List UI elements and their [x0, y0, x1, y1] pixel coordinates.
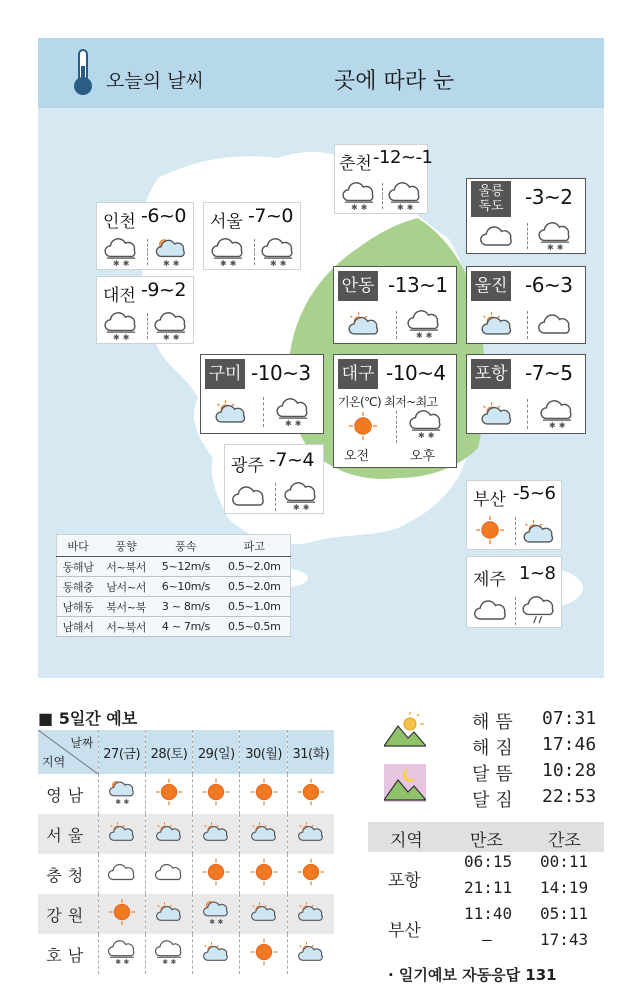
forecast-corner: [38, 730, 98, 774]
card-seoul: [203, 202, 301, 270]
forecast-cell: [98, 894, 145, 934]
moonset-time: 22:53: [542, 786, 597, 807]
forecast-cell: [287, 814, 334, 854]
sea-cell: 서~북서: [99, 557, 153, 577]
sunset-time: 17:46: [542, 734, 597, 755]
sunset-label: 해짐: [472, 738, 519, 759]
corner-bottom-label: 지역: [42, 755, 66, 769]
forecast-title: ■ 5일간 예보: [38, 709, 138, 728]
corner-top-label: 날짜: [70, 736, 94, 750]
card-daejeon: [96, 276, 194, 344]
moonset-label: 달짐: [472, 790, 519, 811]
card-pohang: [466, 354, 586, 434]
card-chuncheon: [334, 144, 433, 214]
sea-cell: 동해중: [57, 577, 100, 597]
sun-cloud-icon: [107, 821, 137, 843]
forecast-region: 영남: [46, 785, 90, 805]
forecast-row: [38, 774, 334, 814]
sun-cloud-icon: [479, 311, 515, 337]
moonrise-label: 달뜸: [472, 764, 519, 785]
sun-icon: [297, 778, 325, 806]
tide-value: 05:11: [540, 904, 589, 923]
forecast-cell: [98, 814, 145, 854]
sun-cloud-icon: [154, 821, 184, 843]
pm-label: 오후: [410, 449, 436, 464]
card-andong: [333, 266, 457, 344]
forecast-day: 30(월): [240, 730, 287, 774]
sun-icon: [155, 778, 183, 806]
cloud-snow-icon: [408, 409, 444, 439]
forecast-table: [38, 730, 334, 974]
sea-cell: 0.5~2.0m: [219, 577, 291, 597]
sea-row: [57, 557, 291, 577]
card-temp: -7~0: [248, 205, 293, 227]
forecast-row: [38, 854, 334, 894]
card-temp: -7~5: [525, 361, 573, 385]
forecast-cell: [193, 774, 240, 814]
forecast-cell: [193, 894, 240, 934]
card-temp: -7~4: [269, 449, 314, 471]
card-temp: -9~2: [141, 279, 186, 301]
tide-header: [368, 822, 604, 852]
card-city: 안동: [338, 271, 378, 301]
tide-value: 14:19: [540, 878, 589, 897]
header-summary: 곳에 따라 눈: [334, 69, 455, 94]
card-jeju: [466, 556, 562, 628]
sea-table: [56, 534, 291, 637]
forecast-day: 27(금): [98, 730, 145, 774]
card-city: 울릉 독도: [471, 181, 511, 217]
card-city: 포항: [471, 359, 511, 389]
legend-label: 기온(℃) 최저~최고: [338, 395, 438, 409]
tide-value: 00:11: [540, 852, 589, 871]
forecast-header-row: [38, 730, 334, 774]
sea-cell: 3 ~ 8m/s: [153, 597, 218, 617]
forecast-region: 호남: [46, 945, 90, 965]
card-gwangju: [224, 444, 324, 514]
sea-cell: 북서~북: [99, 597, 153, 617]
card-city: 부산: [473, 490, 506, 510]
sun-icon: [202, 778, 230, 806]
sun-icon: [250, 778, 278, 806]
sea-cell: 남해동: [57, 597, 100, 617]
card-city: 제주: [473, 570, 506, 590]
cloud-snow-icon: [341, 181, 377, 211]
forecast-day: 29(일): [193, 730, 240, 774]
forecast-row: [38, 934, 334, 974]
card-daegu: [333, 354, 457, 468]
sun-cloud-snow-icon: [153, 237, 189, 267]
card-city: 대전: [103, 286, 136, 306]
card-city: 구미: [205, 359, 245, 389]
cloud-rain-icon: [521, 595, 557, 625]
cloud-snow-icon: [154, 937, 184, 967]
sun-cloud-icon: [249, 901, 279, 923]
card-temp: -10~3: [251, 361, 311, 385]
forecast-cell: [287, 894, 334, 934]
card-ulleung: [466, 178, 586, 254]
sea-cell: 남해서: [57, 617, 100, 637]
card-busan: [466, 480, 562, 550]
sun-cloud-icon: [296, 941, 326, 963]
sun-icon: [250, 858, 278, 886]
tide-value: 21:11: [464, 878, 513, 897]
sea-cell: 0.5~0.5m: [219, 617, 291, 637]
forecast-cell: [98, 774, 145, 814]
sun-icon: [108, 898, 136, 926]
forecast-cell: [145, 934, 192, 974]
forecast-cell: [98, 854, 145, 894]
tide-region-pohang: 포항: [388, 871, 421, 891]
card-city: 춘천: [339, 154, 372, 174]
card-temp: -3~2: [525, 185, 573, 209]
forecast-cell: [240, 774, 287, 814]
forecast-cell: [240, 854, 287, 894]
forecast-cell: [240, 814, 287, 854]
cloud-icon: [107, 861, 137, 883]
sea-row: [57, 597, 291, 617]
forecast-cell: [145, 854, 192, 894]
sun-cloud-snow-icon: [107, 777, 137, 807]
moon-mountain-icon: [384, 764, 426, 802]
sea-header: 바다: [57, 535, 100, 557]
forecast-cell: [287, 934, 334, 974]
cloud-icon: [473, 597, 509, 623]
sun-icon: [475, 515, 505, 545]
sun-cloud-icon: [154, 901, 184, 923]
sun-cloud-icon: [201, 941, 231, 963]
forecast-cell: [145, 774, 192, 814]
forecast-cell: [287, 774, 334, 814]
tide-value: 11:40: [464, 904, 513, 923]
forecast-day: 28(토): [145, 730, 192, 774]
sea-header: 풍속: [153, 535, 218, 557]
cloud-snow-icon: [260, 237, 296, 267]
forecast-cell: [193, 814, 240, 854]
forecast-row: [38, 814, 334, 854]
forecast-cell: [193, 934, 240, 974]
cloud-snow-icon: [387, 181, 423, 211]
sunrise-icon: [384, 712, 426, 748]
cloud-icon: [231, 483, 267, 509]
map-panel: [38, 38, 604, 678]
forecast-region: 강원: [38, 894, 98, 934]
sea-cell: 남서~서: [99, 577, 153, 597]
forecast-region: 충청: [46, 865, 90, 885]
sea-cell: 6~10m/s: [153, 577, 218, 597]
sunrise-time: 07:31: [542, 708, 597, 729]
card-temp: 1~8: [519, 563, 556, 584]
card-city: 서울: [210, 212, 243, 232]
card-uljin: [466, 266, 586, 344]
tide-region-busan: 부산: [388, 921, 421, 941]
tide-value: –: [482, 930, 492, 949]
sun-cloud-snow-icon: [201, 897, 231, 927]
sun-cloud-icon: [296, 821, 326, 843]
cloud-icon: [537, 311, 573, 337]
cloud-snow-icon: [103, 237, 139, 267]
sea-cell: 0.5~2.0m: [219, 557, 291, 577]
tide-col-region: 지역: [390, 831, 423, 851]
forecast-row: [38, 894, 334, 934]
forecast-cell: [145, 814, 192, 854]
cloud-snow-icon: [406, 309, 442, 339]
forecast-cell: [240, 894, 287, 934]
cloud-snow-icon: [153, 311, 189, 341]
card-city: 대구: [338, 359, 378, 389]
sea-cell: 0.5~1.0m: [219, 597, 291, 617]
cloud-snow-icon: [539, 399, 575, 429]
thermometer-icon: [72, 48, 94, 98]
sun-icon: [297, 858, 325, 886]
cloud-snow-icon: [275, 397, 311, 427]
sea-header: 파고: [219, 535, 291, 557]
cloud-icon: [479, 223, 515, 249]
cloud-snow-icon: [537, 221, 573, 251]
tide-value: 17:43: [540, 930, 589, 949]
card-temp: -6~0: [141, 205, 186, 227]
forecast-cell: [145, 894, 192, 934]
sun-cloud-icon: [296, 901, 326, 923]
card-temp: -12~-1: [373, 147, 433, 168]
sea-row: [57, 617, 291, 637]
sun-cloud-icon: [346, 311, 382, 337]
card-temp: -10~4: [386, 361, 446, 385]
cloud-snow-icon: [107, 937, 137, 967]
moonrise-time: 10:28: [542, 760, 597, 781]
card-city: 울진: [471, 271, 511, 301]
forecast-region: 서울: [38, 814, 98, 854]
sun-cloud-icon: [201, 821, 231, 843]
tide-value: 06:15: [464, 852, 513, 871]
sunrise-label: 해뜸: [472, 712, 519, 733]
sun-cloud-icon: [479, 401, 515, 427]
forecast-cell: [98, 934, 145, 974]
card-city: 인천: [103, 212, 136, 232]
card-gumi: [200, 354, 324, 434]
sea-row: [57, 577, 291, 597]
tide-col-low: 간조: [548, 831, 581, 851]
sun-cloud-icon: [213, 399, 249, 425]
am-label: 오전: [344, 449, 370, 464]
header-bar: [38, 38, 604, 108]
cloud-snow-icon: [210, 237, 246, 267]
sun-icon: [202, 858, 230, 886]
forecast-cell: [240, 934, 287, 974]
sun-icon: [250, 938, 278, 966]
card-city: 광주: [231, 456, 264, 476]
sea-header: 풍향: [99, 535, 153, 557]
tide-col-high: 만조: [470, 831, 503, 851]
forecast-cell: [193, 854, 240, 894]
sea-cell: 동해남: [57, 557, 100, 577]
card-temp: -13~1: [388, 273, 448, 297]
cloud-icon: [154, 861, 184, 883]
cloud-snow-icon: [283, 481, 319, 511]
sun-cloud-icon: [521, 519, 557, 545]
sea-cell: 서~북서: [99, 617, 153, 637]
card-temp: -5~6: [513, 483, 556, 504]
forecast-cell: [287, 854, 334, 894]
sun-icon: [348, 411, 378, 441]
header-title: 오늘의 날씨: [106, 70, 204, 92]
forecast-day: 31(화): [287, 730, 334, 774]
sea-cell: 5~12m/s: [153, 557, 218, 577]
sun-cloud-icon: [249, 821, 279, 843]
card-incheon: [96, 202, 194, 270]
cloud-snow-icon: [103, 311, 139, 341]
sea-cell: 4 ~ 7m/s: [153, 617, 218, 637]
footer-hotline: · 일기예보 자동응답 131: [388, 966, 557, 984]
card-temp: -6~3: [525, 273, 573, 297]
